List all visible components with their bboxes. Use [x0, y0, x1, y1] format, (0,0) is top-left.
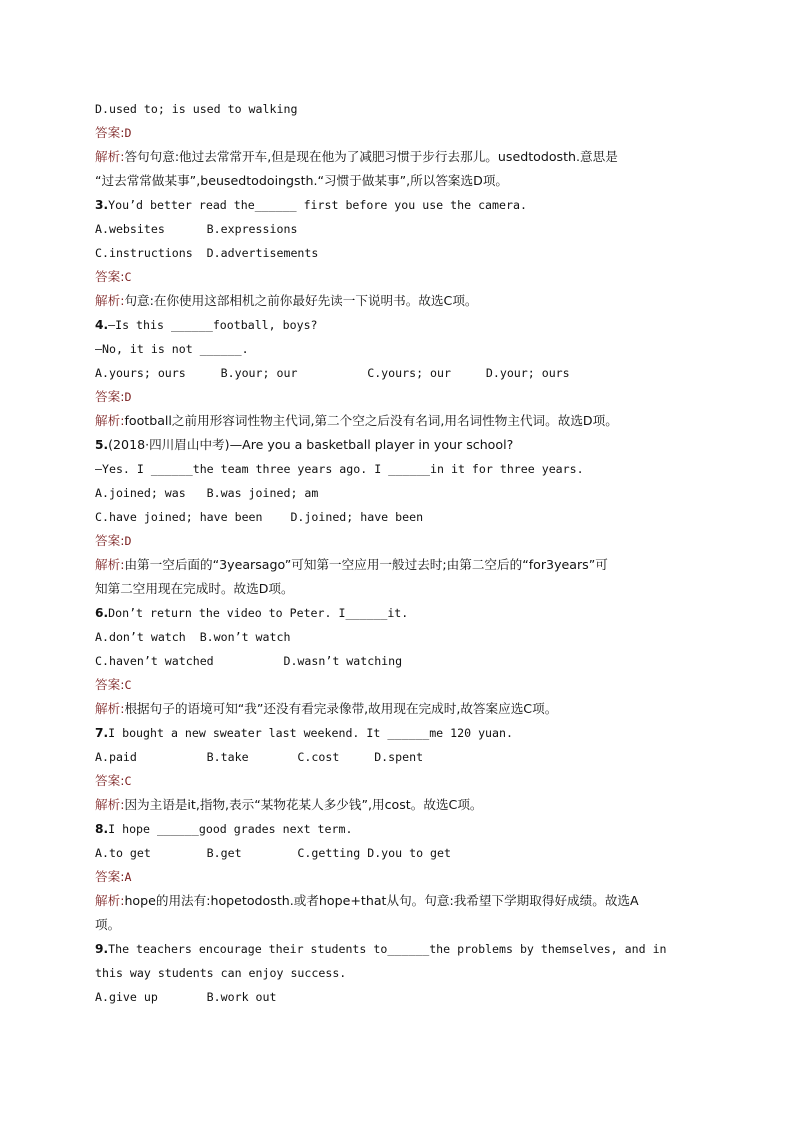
question-number: 8.	[95, 822, 109, 836]
line-text: A.joined; was B.was joined; am	[95, 486, 319, 500]
line-text: hope的用法有:hopetodosth.或者hope+that从句。句意:我希望下学期取得好成绩。故选A	[124, 893, 639, 908]
answer-line	[95, 869, 699, 885]
line-text: C	[124, 678, 132, 692]
line-text: A.to get B.get C.getting D.you to get	[95, 846, 451, 860]
question-number: 4.	[95, 318, 109, 332]
line-label: 解析:	[95, 149, 125, 164]
line-label: 解析:	[95, 701, 125, 716]
line-text: You’d better read the______ first before you use the camera.	[108, 198, 527, 212]
text-line	[95, 629, 699, 645]
answer-line	[95, 773, 699, 789]
answer-line	[95, 533, 699, 549]
line-label: 解析:	[95, 893, 125, 908]
line-text: D	[124, 534, 132, 548]
question-line	[95, 725, 699, 741]
line-text: D	[124, 390, 132, 404]
line-text: this way students can enjoy success.	[95, 966, 347, 980]
line-text: C.instructions D.advertisements	[95, 246, 319, 260]
question-number: 9.	[95, 942, 109, 956]
line-text: D.used to; is used to walking	[95, 102, 298, 116]
line-text: Don’t return the video to Peter. I______it.	[108, 606, 409, 620]
line-text: I hope ______good grades next term.	[108, 822, 353, 836]
line-label: 解析:	[95, 413, 125, 428]
text-line	[95, 653, 699, 669]
answer-line	[95, 677, 699, 693]
line-text: 根据句子的语境可知“我”还没有看完录像带,故用现在完成时,故答案应选C项。	[124, 701, 558, 716]
question-line	[95, 317, 699, 333]
text-line	[95, 509, 699, 525]
text-line	[95, 749, 699, 765]
line-text: The teachers encourage their students to______the problems by themselves, and in	[108, 942, 667, 956]
text-line	[95, 101, 699, 117]
text-line	[95, 581, 699, 597]
line-text: C.haven’t watched D.wasn’t watching	[95, 654, 403, 668]
text-line	[95, 341, 699, 357]
line-text: “过去常常做某事”,beusedtodoingsth.“习惯于做某事”,所以答案选D项。	[95, 173, 509, 188]
text-line	[95, 365, 699, 381]
analysis-line	[95, 557, 699, 573]
line-text: 句意:在你使用这部相机之前你最好先读一下说明书。故选C项。	[124, 293, 478, 308]
text-line	[95, 845, 699, 861]
line-text: I bought a new sweater last weekend. It ______me 120 yuan.	[108, 726, 513, 740]
line-label: 答案:	[95, 773, 125, 788]
line-label: 解析:	[95, 293, 125, 308]
line-text: (2018·四川眉山中考)—Are you a basketball player in your school?	[108, 437, 514, 452]
question-number: 5.	[95, 438, 109, 452]
answer-line	[95, 269, 699, 285]
answer-line	[95, 389, 699, 405]
line-text: A	[124, 870, 132, 884]
text-line	[95, 989, 699, 1005]
line-text: —Is this ______football, boys?	[108, 318, 318, 332]
text-line	[95, 917, 699, 933]
text-line	[95, 965, 699, 981]
line-label: 解析:	[95, 797, 125, 812]
line-label: 答案:	[95, 677, 125, 692]
question-number: 7.	[95, 726, 109, 740]
line-text: football之前用形容词性物主代词,第二个空之后没有名词,用名词性物主代词。故选D项。	[124, 413, 618, 428]
line-text: C.have joined; have been D.joined; have been	[95, 510, 424, 524]
line-text: C	[124, 774, 132, 788]
text-line	[95, 461, 699, 477]
line-label: 答案:	[95, 869, 125, 884]
question-number: 6.	[95, 606, 109, 620]
line-text: 答句句意:他过去常常开车,但是现在他为了减肥习惯于步行去那儿。usedtodosth.意思是	[124, 149, 618, 164]
question-number: 3.	[95, 198, 109, 212]
line-text: A.paid B.take C.cost D.spent	[95, 750, 424, 764]
question-line	[95, 605, 699, 621]
question-line	[95, 941, 699, 957]
line-text: A.give up B.work out	[95, 990, 277, 1004]
line-text: 因为主语是it,指物,表示“某物花某人多少钱”,用cost。故选C项。	[124, 797, 483, 812]
analysis-line	[95, 797, 699, 813]
analysis-line	[95, 149, 699, 165]
line-text: D	[124, 126, 132, 140]
answer-line	[95, 125, 699, 141]
line-text: A.websites B.expressions	[95, 222, 298, 236]
line-label: 解析:	[95, 557, 125, 572]
line-label: 答案:	[95, 533, 125, 548]
line-text: —No, it is not ______.	[95, 342, 249, 356]
analysis-line	[95, 413, 699, 429]
line-text: C	[124, 270, 132, 284]
line-text: —Yes. I ______the team three years ago. I ______in it for three years.	[95, 462, 584, 476]
question-line	[95, 197, 699, 213]
line-text: A.don’t watch B.won’t watch	[95, 630, 291, 644]
text-line	[95, 173, 699, 189]
line-text: 项。	[95, 917, 121, 932]
analysis-line	[95, 293, 699, 309]
text-line	[95, 221, 699, 237]
text-line	[95, 245, 699, 261]
line-label: 答案:	[95, 269, 125, 284]
analysis-line	[95, 893, 699, 909]
analysis-line	[95, 701, 699, 717]
line-text: A.yours; ours B.your; our C.yours; our D.your; ours	[95, 366, 570, 380]
question-line	[95, 437, 699, 453]
line-text: 由第一空后面的“3yearsago”可知第一空应用一般过去时;由第二空后的“for3years”可	[124, 557, 608, 572]
line-text: 知第二空用现在完成时。故选D项。	[95, 581, 294, 596]
question-line	[95, 821, 699, 837]
line-label: 答案:	[95, 389, 125, 404]
text-line	[95, 485, 699, 501]
line-label: 答案:	[95, 125, 125, 140]
